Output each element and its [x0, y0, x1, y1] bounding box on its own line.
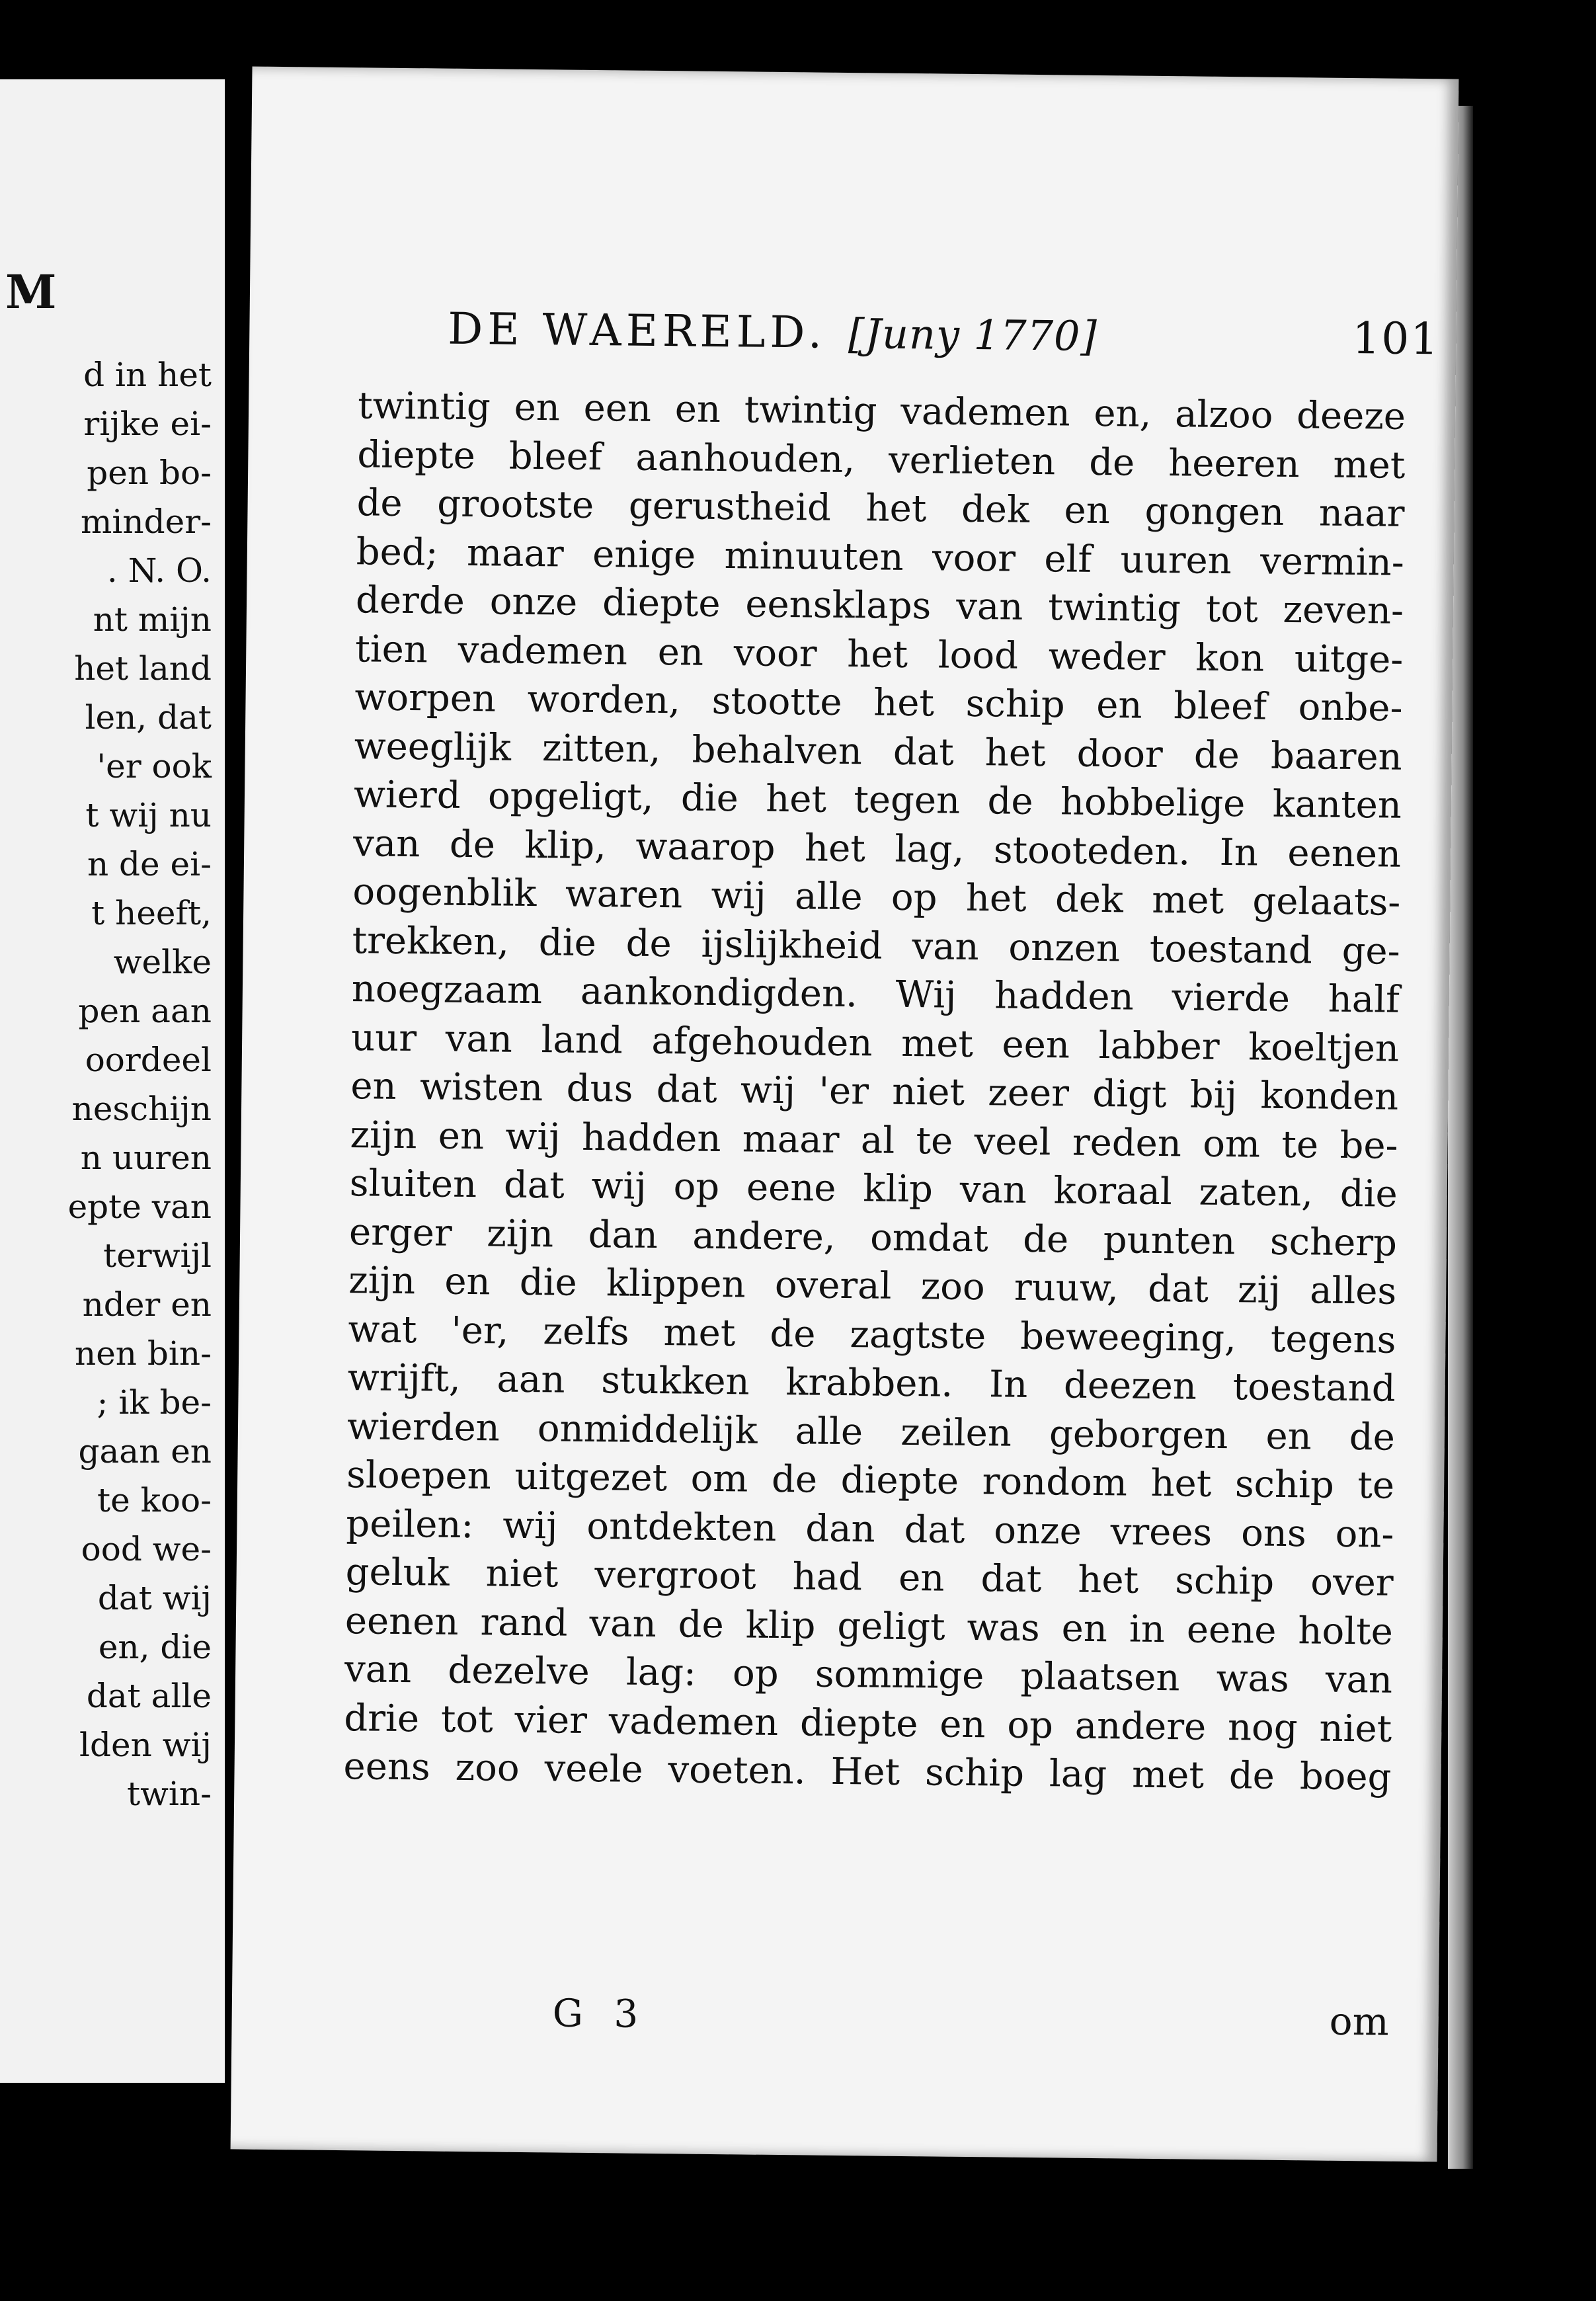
text-line: diepte bleef aanhouden, verlieten de heeren met [357, 432, 1406, 487]
left-page-line: neschijn [71, 1090, 212, 1128]
left-page-line: ood we- [81, 1530, 212, 1568]
left-page-line: dat alle [86, 1677, 212, 1715]
text-line: wrijft, aan stukken krabben. In deezen toestand [347, 1356, 1396, 1410]
text-line: peilen: wij ontdekten dan dat onze vrees ons on- [346, 1502, 1394, 1556]
left-page-line: pen aan [78, 992, 212, 1030]
text-line: twintig en een en twintig vademen en, alzoo deeze [357, 384, 1406, 438]
left-page-line: lden wij [79, 1726, 212, 1764]
left-page-line: n de ei- [87, 845, 212, 883]
page-header [448, 303, 1440, 374]
page-number: 101 [1351, 312, 1440, 365]
text-line: de grootste gerustheid het dek en gongen naar [356, 481, 1405, 536]
left-page-line: t wij nu [85, 796, 212, 834]
left-page-line: twin- [127, 1775, 212, 1813]
header-date: [Juny 1770] [848, 309, 1098, 360]
body-text [343, 382, 1406, 1802]
left-page-line: gaan en [78, 1432, 212, 1471]
text-line: van dezelve lag: op sommige plaatsen was van [344, 1648, 1393, 1702]
left-page-line: epte van [67, 1188, 212, 1226]
left-page [0, 79, 225, 2083]
left-page-line: terwijl [103, 1236, 212, 1275]
right-page [231, 67, 1459, 2162]
left-page-line: ; ik be- [97, 1383, 212, 1422]
text-line: wat 'er, zelfs met de zagtste beweeging, tegens [348, 1307, 1396, 1362]
text-line: derde onze diepte eensklaps van twintig tot zeven- [355, 579, 1404, 633]
text-line: zijn en die klippen overal zoo ruuw, dat zij alles [348, 1259, 1397, 1313]
left-page-line: het land [74, 649, 212, 688]
left-page-line: welke [113, 943, 212, 981]
left-page-line: te koo- [97, 1481, 212, 1519]
signature-mark: G 3 [552, 1990, 648, 2037]
text-line: oogenblik waren wij alle op het dek met gelaats- [352, 870, 1401, 924]
text-line: uur van land afgehouden met een labber koeltjen [350, 1016, 1400, 1070]
text-line: trekken, die de ijslijkheid van onzen toestand ge- [352, 918, 1400, 973]
left-page-text [0, 350, 212, 1818]
text-line: van de klip, waarop het lag, stooteden. In eenen [352, 821, 1402, 876]
left-page-line: dat wij [97, 1579, 212, 1617]
text-line: eenen rand van de klip geligt was en in eene holte [344, 1599, 1394, 1654]
text-line: noegzaam aankondigden. Wij hadden vierde half [351, 967, 1400, 1022]
left-page-line: len, dat [85, 698, 212, 737]
left-page-line: 'er ook [97, 747, 212, 786]
text-line: sluiten dat wij op eene klip van koraal zaten, die [349, 1162, 1398, 1216]
left-page-line: n uuren [80, 1139, 212, 1177]
text-line: erger zijn dan andere, omdat de punten scherp [348, 1210, 1398, 1265]
left-page-line: nt mijn [93, 600, 212, 639]
left-page-line: nen bin- [75, 1334, 212, 1373]
text-line: tien vademen en voor het lood weder kon uitge- [354, 627, 1404, 682]
text-line: sloepen uitgezet om de diepte rondom het schip te [346, 1453, 1395, 1508]
left-page-line: pen bo- [87, 454, 212, 492]
text-line: drie tot vier vademen diepte en op andere nog niet [344, 1696, 1392, 1751]
left-page-line: oordeel [85, 1041, 212, 1079]
left-page-heading: M [5, 264, 58, 319]
catchword: om [1329, 1998, 1390, 2044]
text-line: bed; maar enige minuuten voor elf uuren vermin- [356, 530, 1405, 585]
left-page-line: d in het [83, 356, 212, 394]
text-line: en wisten dus dat wij 'er niet zeer digt bij konden [350, 1065, 1399, 1119]
text-line: zijn en wij hadden maar al te veel reden om te be- [350, 1113, 1398, 1168]
text-line: eens zoo veele voeten. Het schip lag met de boeg [343, 1745, 1392, 1799]
left-page-line: rijke ei- [83, 405, 212, 443]
page-footer [340, 1988, 1389, 2052]
left-page-line: nder en [82, 1285, 212, 1324]
left-page-line: minder- [81, 503, 212, 541]
running-head: DE WAERELD. [448, 303, 827, 358]
text-line: worpen worden, stootte het schip en bleef onbe- [354, 676, 1403, 730]
text-line: wierden onmiddelijk alle zeilen geborgen en de [346, 1404, 1396, 1459]
text-line: weeglijk zitten, behalven dat het door de baaren [354, 724, 1402, 779]
left-page-line: en, die [98, 1628, 212, 1666]
left-page-line: . N. O. [106, 551, 212, 590]
text-line: geluk niet vergroot had en dat het schip over [345, 1551, 1394, 1605]
text-line: wierd opgeligt, die het tegen de hobbelige kanten [353, 773, 1402, 827]
left-page-line: t heeft, [91, 894, 212, 932]
